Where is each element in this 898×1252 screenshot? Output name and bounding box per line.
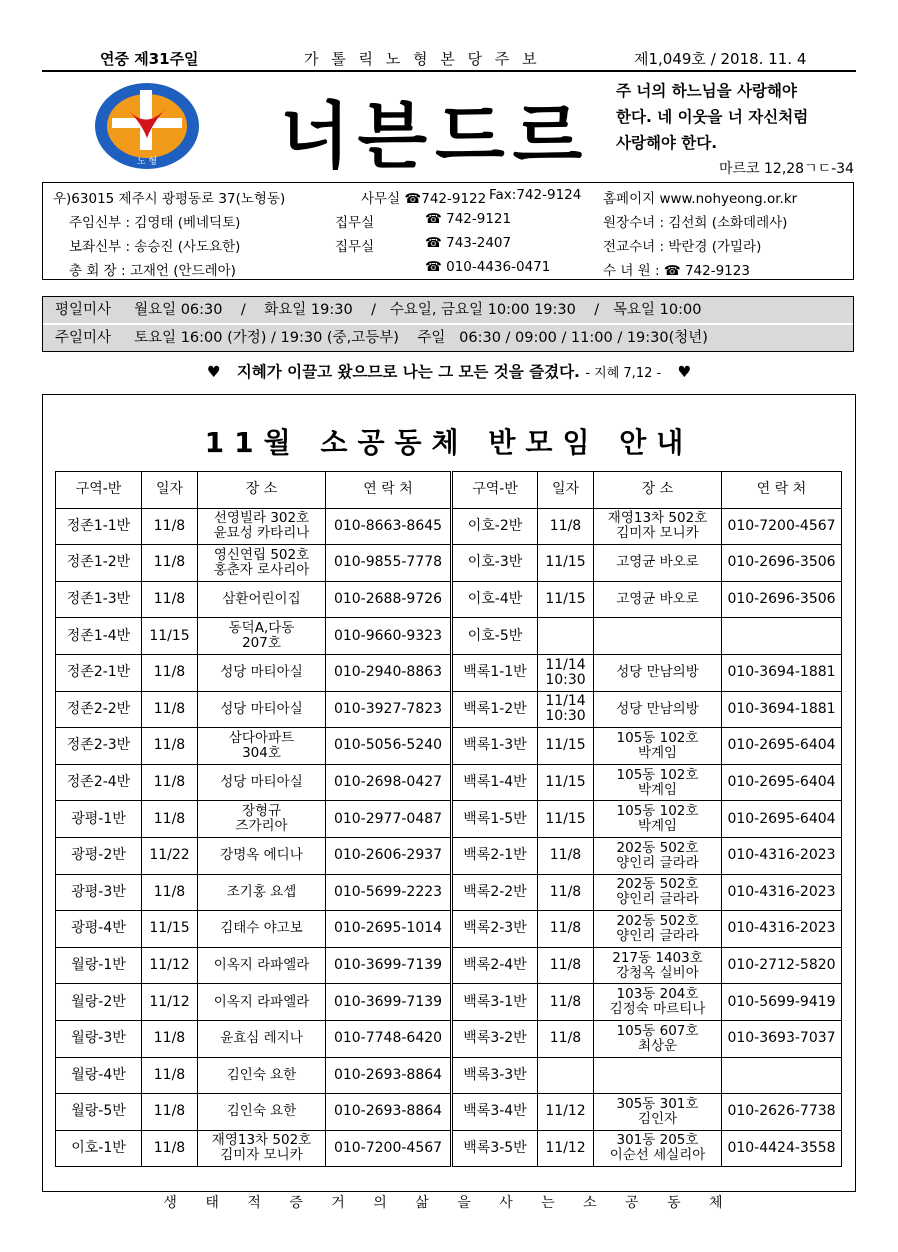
table-cell: 010-2696-3506 <box>722 581 842 618</box>
pastor: 주임신부 : 김영태 (베네딕토) <box>69 215 241 231</box>
table-cell: 11/8 <box>538 984 594 1021</box>
verse-line: 사랑해야 한다. <box>616 134 718 152</box>
table-cell <box>594 1057 722 1094</box>
council-president: 총 회 장 : 고재언 (안드레아) <box>69 263 236 279</box>
table-cell: 11/12 <box>142 984 198 1021</box>
table-cell: 성당 마티아실 <box>198 691 326 728</box>
table-cell: 고영균 바오로 <box>594 545 722 582</box>
table-cell: 11/8 <box>142 1094 198 1131</box>
table-cell: 010-2606-2937 <box>326 837 452 874</box>
table-cell: 010-3693-7037 <box>722 1020 842 1057</box>
table-cell: 010-2695-6404 <box>722 801 842 838</box>
table-cell: 11/8 <box>142 691 198 728</box>
issue-number: 제1,049호 / 2018. 11. 4 <box>634 50 807 68</box>
table-cell: 103동 204호 김정숙 마르티나 <box>594 984 722 1021</box>
convent: 수 녀 원 : ☎ 742-9123 <box>603 263 750 279</box>
table-cell: 010-5699-9419 <box>722 984 842 1021</box>
table-header <box>56 472 842 509</box>
table-cell: 11/8 <box>142 1020 198 1057</box>
table-cell: 백록3-1반 <box>452 984 538 1021</box>
table-cell: 11/8 <box>142 508 198 545</box>
table-row <box>56 764 842 801</box>
table-cell: 백록3-4반 <box>452 1094 538 1131</box>
table-row <box>56 728 842 765</box>
table-cell: 010-2712-5820 <box>722 947 842 984</box>
table-cell: 202동 502호 양인리 글라라 <box>594 837 722 874</box>
table-cell: 11/12 <box>538 1130 594 1167</box>
president-phone: ☎ 010-4436-0471 <box>425 259 551 275</box>
table-cell: 105동 607호 최상운 <box>594 1020 722 1057</box>
notice-box <box>42 394 856 1192</box>
notice-title: 11월 소공동체 반모임 안내 <box>204 426 694 459</box>
table-cell: 백록3-3반 <box>452 1057 538 1094</box>
table-row <box>56 801 842 838</box>
table-cell: 월랑-3반 <box>56 1020 142 1057</box>
table-cell: 010-7748-6420 <box>326 1020 452 1057</box>
table-cell: 정존1-4반 <box>56 618 142 655</box>
motto-text: 지혜가 이끌고 왔으므로 나는 그 모든 것을 즐겼다. <box>236 363 580 381</box>
table-cell: 광평-2반 <box>56 837 142 874</box>
table-cell: 11/8 <box>142 764 198 801</box>
table-cell: 성당 만남의방 <box>594 654 722 691</box>
table-cell: 삼다아파트 304호 <box>198 728 326 765</box>
table-cell: 010-2688-9726 <box>326 581 452 618</box>
table-cell: 11/14 10:30 <box>538 654 594 691</box>
table-cell: 백록2-4반 <box>452 947 538 984</box>
liturgical-season: 연중 제31주일 <box>100 50 199 68</box>
table-cell <box>538 1057 594 1094</box>
table-cell: 정존1-2반 <box>56 545 142 582</box>
table-row <box>56 654 842 691</box>
table-cell <box>722 618 842 655</box>
table-row <box>56 691 842 728</box>
table-cell: 이호-2반 <box>452 508 538 545</box>
bulletin-title: 너븐드르 <box>280 94 591 178</box>
table-cell: 정존2-4반 <box>56 764 142 801</box>
table-cell: 백록2-1반 <box>452 837 538 874</box>
table-cell: 강명옥 에디나 <box>198 837 326 874</box>
table-cell: 광평-1반 <box>56 801 142 838</box>
footer-slogan: 생 태 적 증 거 의 삶 을 사 는 소 공 동 체 <box>163 1195 735 1211</box>
table-cell: 010-9855-7778 <box>326 545 452 582</box>
table-cell: 11/8 <box>538 911 594 948</box>
table-cell: 11/8 <box>538 837 594 874</box>
table-cell: 217동 1403호 강청옥 실비아 <box>594 947 722 984</box>
table-cell: 월랑-2반 <box>56 984 142 1021</box>
table-cell: 11/15 <box>538 728 594 765</box>
table-cell: 11/8 <box>142 874 198 911</box>
table-cell: 정존2-1반 <box>56 654 142 691</box>
table-cell: 이옥지 라파엘라 <box>198 947 326 984</box>
meeting-table <box>55 471 842 1167</box>
verse-line: 주 너의 하느님을 사랑해야 <box>616 82 797 100</box>
table-cell: 11/15 <box>538 801 594 838</box>
table-cell <box>594 618 722 655</box>
table-cell: 광평-4반 <box>56 911 142 948</box>
table-cell: 광평-3반 <box>56 874 142 911</box>
table-cell: 010-5056-5240 <box>326 728 452 765</box>
column-header: 연 락 처 <box>326 472 452 509</box>
table-cell: 삼환어린이집 <box>198 581 326 618</box>
table-cell: 백록1-4반 <box>452 764 538 801</box>
mission-sister: 전교수녀 : 박란경 (가밀라) <box>603 239 762 255</box>
table-cell <box>722 1057 842 1094</box>
table-cell: 11/8 <box>538 947 594 984</box>
table-cell: 010-2695-6404 <box>722 764 842 801</box>
homepage: 홈페이지 www.nohyeong.or.kr <box>603 191 798 207</box>
table-cell: 성당 마티아실 <box>198 654 326 691</box>
table-cell: 010-3927-7823 <box>326 691 452 728</box>
table-cell: 정존1-3반 <box>56 581 142 618</box>
rectory-phone: ☎ 743-2407 <box>425 235 512 251</box>
table-cell: 이호-5반 <box>452 618 538 655</box>
office-phone: 사무실 ☎742-9122 <box>361 191 487 207</box>
table-cell: 010-7200-4567 <box>722 508 842 545</box>
table-cell: 010-2626-7738 <box>722 1094 842 1131</box>
table-cell: 김태수 야고보 <box>198 911 326 948</box>
mass-schedule <box>42 296 854 352</box>
table-cell: 105동 102호 박계임 <box>594 801 722 838</box>
rectory-label: 집무실 <box>335 215 375 231</box>
table-cell: 11/8 <box>142 654 198 691</box>
table-cell: 영신연립 502호 홍춘자 로사리아 <box>198 545 326 582</box>
table-row <box>56 947 842 984</box>
table-cell: 백록1-3반 <box>452 728 538 765</box>
table-cell: 월랑-4반 <box>56 1057 142 1094</box>
table-cell: 11/14 10:30 <box>538 691 594 728</box>
table-cell: 010-3699-7139 <box>326 984 452 1021</box>
table-cell: 010-2695-1014 <box>326 911 452 948</box>
table-row <box>56 911 842 948</box>
table-cell: 백록1-2반 <box>452 691 538 728</box>
scripture-verse <box>616 78 854 182</box>
motto <box>0 360 898 382</box>
table-cell: 11/15 <box>142 911 198 948</box>
table-cell: 고영균 바오로 <box>594 581 722 618</box>
table-row <box>56 618 842 655</box>
table-cell: 이호-3반 <box>452 545 538 582</box>
table-cell: 백록2-2반 <box>452 874 538 911</box>
table-row <box>56 581 842 618</box>
table-cell: 11/8 <box>538 1020 594 1057</box>
table-cell: 백록1-1반 <box>452 654 538 691</box>
table-row <box>56 545 842 582</box>
column-header: 장 소 <box>198 472 326 509</box>
table-cell: 11/8 <box>142 581 198 618</box>
table-cell: 11/15 <box>538 581 594 618</box>
table-cell: 월랑-5반 <box>56 1094 142 1131</box>
table-cell: 11/8 <box>142 801 198 838</box>
table-cell: 선영빌라 302호 윤묘성 카타리나 <box>198 508 326 545</box>
table-cell: 백록1-5반 <box>452 801 538 838</box>
table-cell: 305동 301호 김인자 <box>594 1094 722 1131</box>
table-row <box>56 874 842 911</box>
motto-source: - 지혜 7,12 - <box>585 366 662 381</box>
table-cell: 010-3694-1881 <box>722 691 842 728</box>
table-cell: 김인숙 요한 <box>198 1057 326 1094</box>
parish-info <box>42 182 854 280</box>
table-cell: 11/12 <box>538 1094 594 1131</box>
column-header: 일자 <box>142 472 198 509</box>
table-cell: 정존2-2반 <box>56 691 142 728</box>
table-row <box>56 984 842 1021</box>
table-cell: 동덕A,다동 207호 <box>198 618 326 655</box>
table-cell: 105동 102호 박계임 <box>594 728 722 765</box>
table-cell: 백록3-5반 <box>452 1130 538 1167</box>
table-cell: 010-9660-9323 <box>326 618 452 655</box>
weekday-mass: 평일미사 월요일 06:30 / 화요일 19:30 / 수요일, 금요일 10:00 19:30 / 목요일 10:00 <box>43 297 853 323</box>
table-cell: 010-2696-3506 <box>722 545 842 582</box>
table-cell: 301동 205호 이순선 세실리아 <box>594 1130 722 1167</box>
parish-logo <box>92 80 202 172</box>
logo-text: 노 형 <box>136 157 158 167</box>
assistant-priest: 보좌신부 : 송승진 (사도요한) <box>69 239 241 255</box>
table-cell: 010-2693-8864 <box>326 1057 452 1094</box>
table-cell: 재영13차 502호 김미자 모니카 <box>198 1130 326 1167</box>
table-cell: 010-4316-2023 <box>722 837 842 874</box>
address: 우)63015 제주시 광평동로 37(노형동) <box>53 191 286 207</box>
verse-source: 마르코 12,28ㄱㄷ-34 <box>718 161 854 177</box>
table-cell: 김인숙 요한 <box>198 1094 326 1131</box>
table-cell: 202동 502호 양인리 글라라 <box>594 911 722 948</box>
table-cell: 010-2693-8864 <box>326 1094 452 1131</box>
table-cell: 010-4424-3558 <box>722 1130 842 1167</box>
table-cell: 010-3699-7139 <box>326 947 452 984</box>
table-cell: 이옥지 라파엘라 <box>198 984 326 1021</box>
table-cell: 11/15 <box>538 545 594 582</box>
table-cell: 조기홍 요셉 <box>198 874 326 911</box>
rectory-label: 집무실 <box>335 239 375 255</box>
table-row <box>56 508 842 545</box>
table-cell: 010-2695-6404 <box>722 728 842 765</box>
table-cell: 11/8 <box>142 1057 198 1094</box>
table-cell: 성당 마티아실 <box>198 764 326 801</box>
table-cell <box>538 618 594 655</box>
table-cell: 백록2-3반 <box>452 911 538 948</box>
table-cell: 010-2698-0427 <box>326 764 452 801</box>
table-cell: 11/22 <box>142 837 198 874</box>
table-cell: 202동 502호 양인리 글라라 <box>594 874 722 911</box>
superior: 원장수녀 : 김선희 (소화데레사) <box>603 215 788 231</box>
table-cell: 11/8 <box>538 874 594 911</box>
table-row <box>56 1057 842 1094</box>
column-header: 일자 <box>538 472 594 509</box>
column-header: 구역-반 <box>56 472 142 509</box>
table-cell: 010-2940-8863 <box>326 654 452 691</box>
column-header: 구역-반 <box>452 472 538 509</box>
column-header: 장 소 <box>594 472 722 509</box>
table-cell: 백록3-2반 <box>452 1020 538 1057</box>
table-cell: 정존1-1반 <box>56 508 142 545</box>
table-cell: 010-4316-2023 <box>722 874 842 911</box>
heart-icon: ♥ <box>677 363 692 381</box>
table-cell: 010-5699-2223 <box>326 874 452 911</box>
masthead-bar <box>42 46 856 72</box>
table-cell: 010-3694-1881 <box>722 654 842 691</box>
table-row <box>56 1020 842 1057</box>
table-cell: 월랑-1반 <box>56 947 142 984</box>
table-cell: 정존2-3반 <box>56 728 142 765</box>
heart-icon: ♥ <box>206 363 221 381</box>
sunday-mass: 주일미사 토요일 16:00 (가정) / 19:30 (중,고등부) 주일 06:30 / 09:00 / 11:00 / 19:30(청년) <box>43 325 853 351</box>
table-row <box>56 1094 842 1131</box>
table-cell: 성당 만남의방 <box>594 691 722 728</box>
bulletin-name: 가 톨 릭 노 형 본 당 주 보 <box>304 50 541 68</box>
table-cell: 105동 102호 박계임 <box>594 764 722 801</box>
table-cell: 이호-4반 <box>452 581 538 618</box>
table-row <box>56 1130 842 1167</box>
rectory-phone: ☎ 742-9121 <box>425 211 512 227</box>
fax: Fax:742-9124 <box>489 187 582 203</box>
table-cell: 11/8 <box>142 728 198 765</box>
table-cell: 11/12 <box>142 947 198 984</box>
table-cell: 010-2977-0487 <box>326 801 452 838</box>
table-cell: 윤효심 레지나 <box>198 1020 326 1057</box>
table-cell: 장형규 즈가리아 <box>198 801 326 838</box>
table-cell: 010-8663-8645 <box>326 508 452 545</box>
table-cell: 11/8 <box>538 508 594 545</box>
table-cell: 010-4316-2023 <box>722 911 842 948</box>
verse-line: 한다. 네 이웃을 너 자신처럼 <box>616 108 809 126</box>
table-cell: 11/15 <box>142 618 198 655</box>
table-row <box>56 837 842 874</box>
table-cell: 11/8 <box>142 545 198 582</box>
table-cell: 이호-1반 <box>56 1130 142 1167</box>
table-cell: 010-7200-4567 <box>326 1130 452 1167</box>
table-cell: 재영13차 502호 김미자 모니카 <box>594 508 722 545</box>
table-cell: 11/8 <box>142 1130 198 1167</box>
table-cell: 11/15 <box>538 764 594 801</box>
column-header: 연 락 처 <box>722 472 842 509</box>
